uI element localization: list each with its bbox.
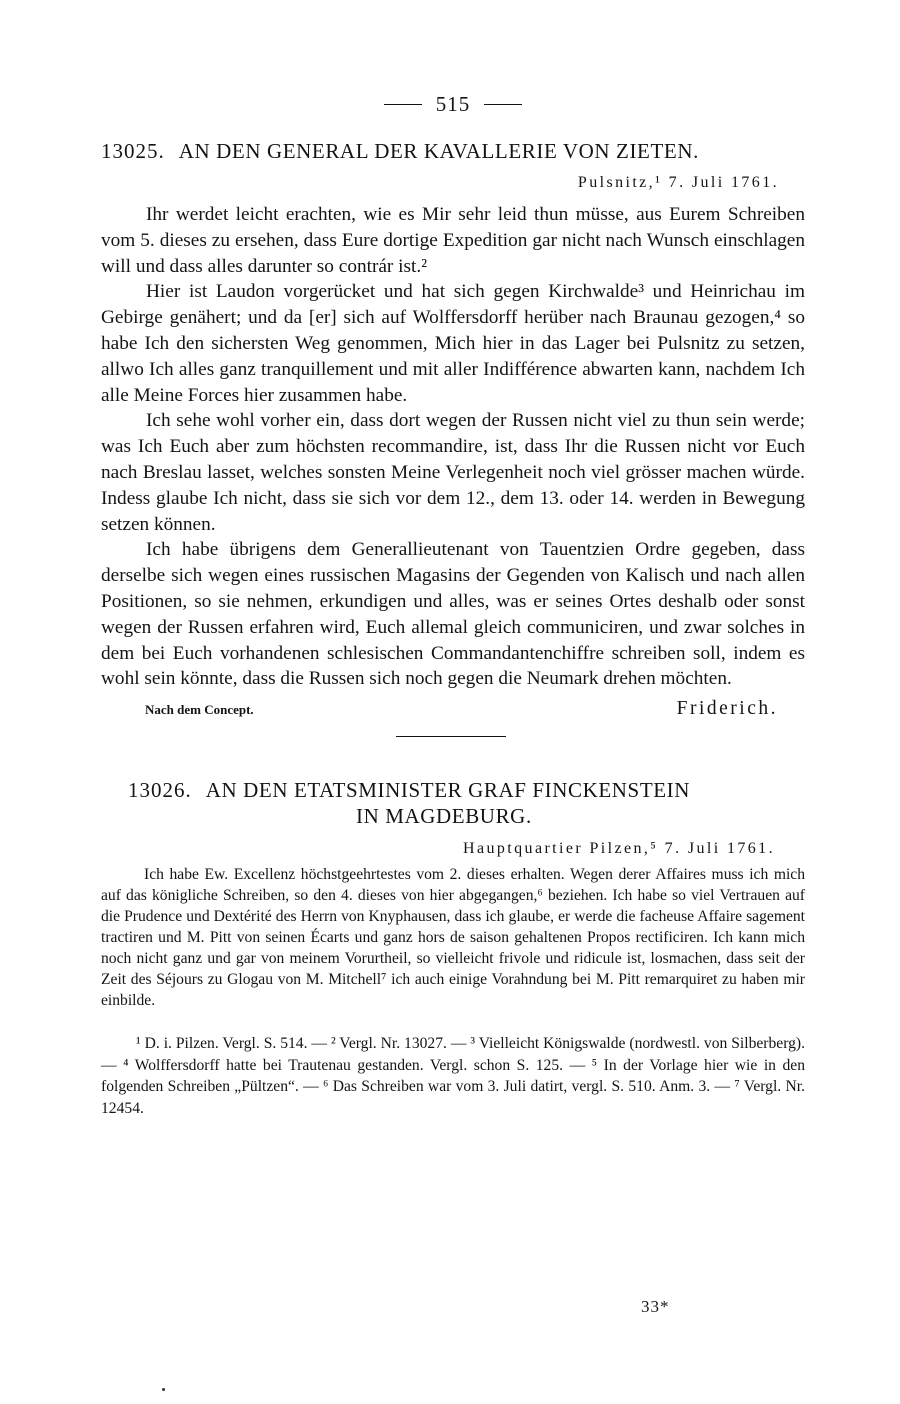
header-dash-right <box>484 104 522 105</box>
letter-number: 13026. <box>128 778 192 803</box>
signature-mark: 33* <box>641 1297 670 1316</box>
letter-dateline: Hauptquartier Pilzen,⁵ 7. Juli 1761. <box>463 840 775 858</box>
speck <box>162 1388 165 1391</box>
page-number: 515 <box>435 91 471 116</box>
letter-addressee: AN DEN ETATSMINISTER GRAF FINCKENSTEIN <box>205 778 691 803</box>
source-note: Nach dem Concept. <box>145 702 254 718</box>
paragraph: Ihr werdet leicht erachten, wie es Mir sehr leid thun müsse, aus Eurem Schreiben vom 5. dieses zu ersehen, dass Eure dortige Expedition gar nicht nach Wunsch einschlagen will und dass alles darunter so contrár ist.² <box>101 204 805 277</box>
letter-addressee-line2: IN MAGDEBURG. <box>356 804 532 829</box>
letter-closing <box>101 698 805 720</box>
signature: Friderich. <box>676 698 778 720</box>
letter-heading <box>101 777 805 829</box>
paragraph: Ich habe Ew. Excellenz höchstgeehrtestes vom 2. dieses erhalten. Wegen derer Affaires muss ich mich auf das königliche Schreiben, so den 4. dieses von hier abgegangen,⁶ beziehen. Ich habe so viel Vertrauen auf die Prudence und Dextérité des Herrn von Knyphausen, dass ich glaube, er werde die facheuse Affaire sagement tractiren und M. Pitt von seinen Écarts und ganz hors de saison gehaltenen Propos rectificiren. Ich kann mich noch nicht ganz und gar von meinem Vorurtheil, so vielleicht frivole und ridicule ist, losmachen, dass seit der Zeit des Séjours zu Glogau von M. Mitchell⁷ ich auch einige Vorahndung bei M. Pitt remarquiret zu haben mir einbilde. <box>101 866 805 1010</box>
paragraph: Hier ist Laudon vorgerücket und hat sich gegen Kirchwalde³ und Heinrichau im Gebirge genähert; und da [er] sich auf Wolffersdorff herüber nach Braunau gezogen,⁴ so habe Ich den sichersten Weg genommen, Mich hier in das Lager bei Pulsnitz zu setzen, allwo Ich alles ganz tranquillement und mit aller Indifférence abwarten kann, nachdem Ich alle Meine Forces hier zusammen habe. <box>101 281 805 406</box>
page <box>101 88 805 1119</box>
paragraph: Ich sehe wohl vorher ein, dass dort wegen der Russen nicht viel zu thun sein werde; was Ich Euch aber zum höchsten recommandire, ist, dass Ihr die Russen nicht vor Euch nach Breslau lasset, welches sonsten Meine Verlegenheit noch viel grösser machen würde. Indess glaube Ich nicht, dass sie sich vor dem 12., dem 13. oder 14. werden in Bewegung setzen können. <box>101 410 805 535</box>
letter-number: 13025. <box>101 139 165 163</box>
header-dash-left <box>384 104 422 105</box>
footnote-text: ¹ D. i. Pilzen. Vergl. S. 514. — ² Vergl. Nr. 13027. — ³ Vielleicht Königswalde (nordwestl. von Silberberg). — ⁴ Wolffersdorff hatte bei Trautenau gestanden. Vergl. schon S. 125. — ⁵ In der Vorlage hier wie in den folgenden Schreiben „Pültzen“. — ⁶ Das Schreiben war vom 3. Juli datirt, vergl. S. 510. Anm. 3. — ⁷ Vergl. Nr. 12454. <box>101 1035 805 1117</box>
separator-rule <box>396 736 506 737</box>
page-header <box>101 88 805 120</box>
letter-heading <box>101 138 805 164</box>
letter-addressee: AN DEN GENERAL DER KAVALLERIE VON ZIETEN. <box>178 139 699 163</box>
letter-dateline: Pulsnitz,¹ 7. Juli 1761. <box>577 174 779 191</box>
paragraph: Ich habe übrigens dem Generallieutenant von Tauentzien Ordre gegeben, dass derselbe sich wegen eines russischen Magasins der Gegenden von Kalisch und nach allen Positionen, so sie nehmen, erkundigen und alles, was er seines Ortes deshalb oder sonst wegen der Russen erfahren wird, Euch allemal gleich communiciren, und zwar solches in dem bei Euch vorhandenen schlesischen Commandantenchiffre schreiben soll, indem es wohl sein könnte, dass die Russen sich noch gegen die Neumark drehen möchten. <box>101 539 805 690</box>
letter-body <box>101 864 805 1011</box>
letter-body <box>101 202 805 692</box>
footnotes <box>101 1033 805 1119</box>
